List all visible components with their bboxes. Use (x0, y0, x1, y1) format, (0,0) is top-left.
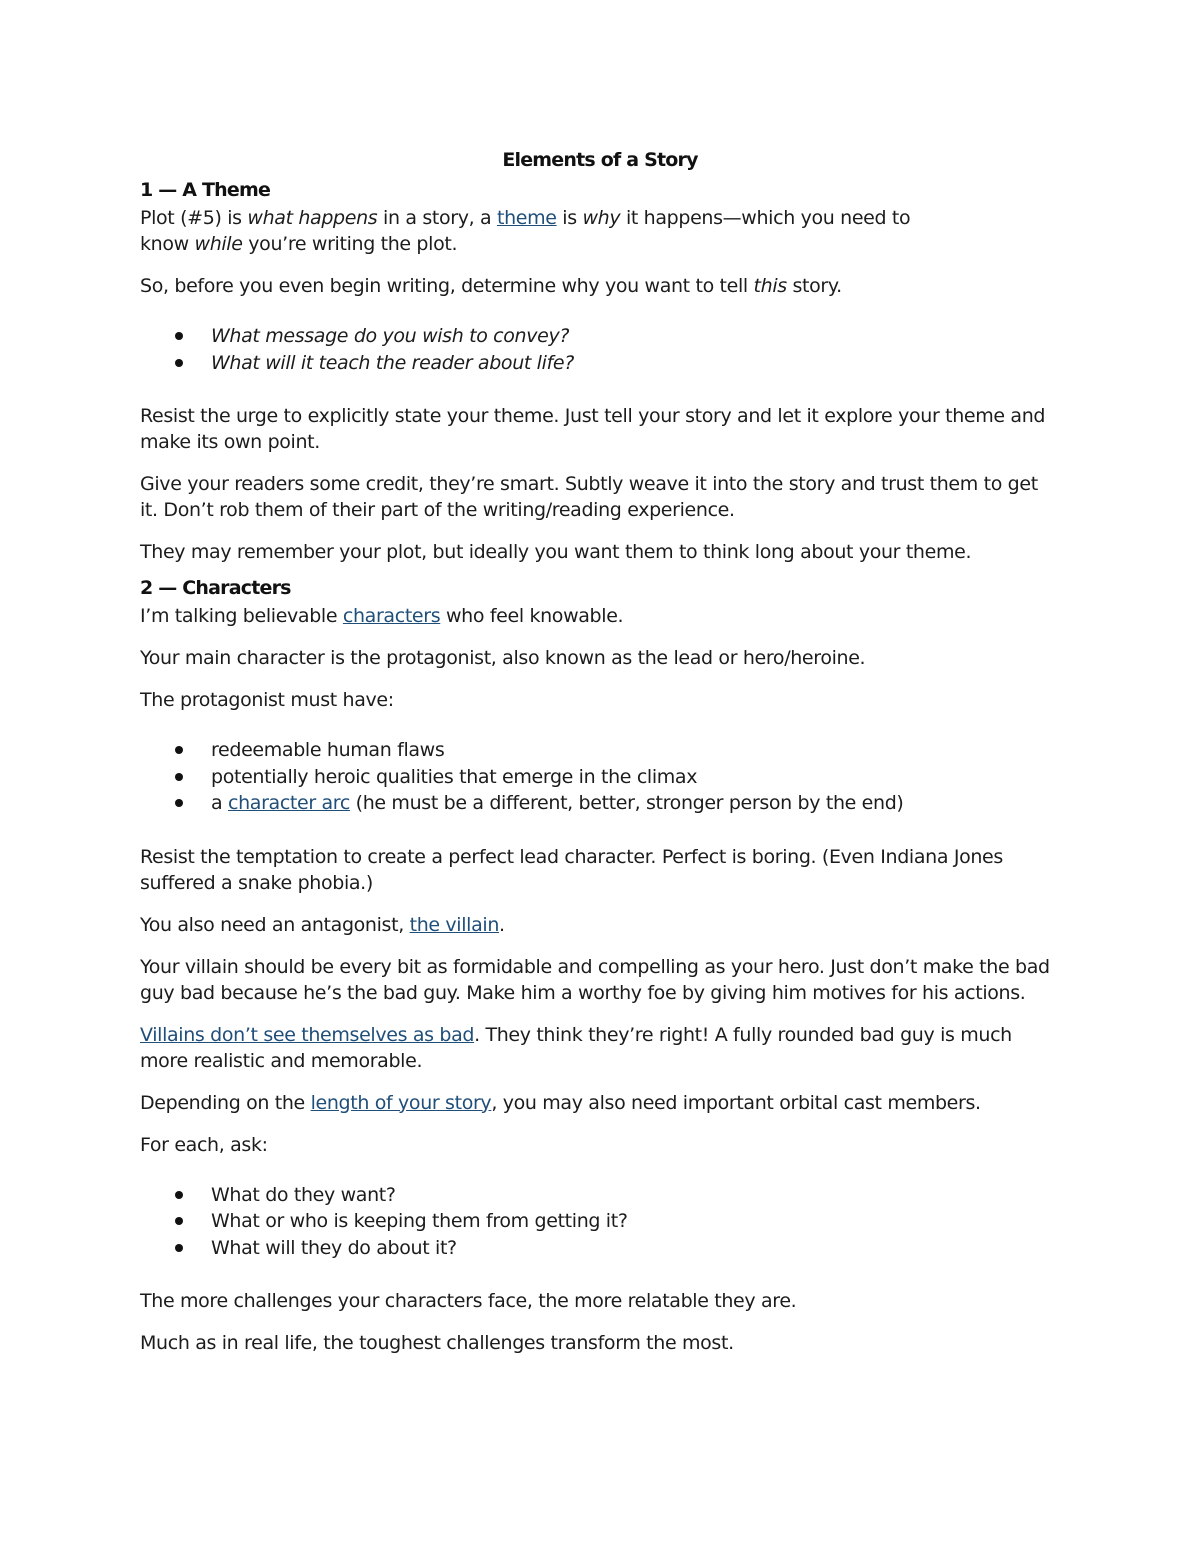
characters-link[interactable]: characters (342, 605, 441, 627)
document-title: Elements of a Story (502, 149, 698, 171)
villain-link[interactable]: the villain (409, 913, 500, 936)
paragraph: They may remember your plot, but ideally you want them to think long about your theme. (140, 541, 972, 563)
bullet-icon (175, 332, 183, 340)
bullet-list (140, 323, 1060, 376)
list-item: What message do you wish to convey? (140, 323, 1060, 350)
list-item: redeemable human flaws (140, 737, 1060, 764)
list-item: What will they do about it? (140, 1235, 1060, 1262)
paragraph: I’m talking believable characters who feel knowable. (140, 605, 624, 627)
paragraph: The protagonist must have: (140, 689, 394, 711)
bullet-icon (175, 1244, 183, 1252)
story-length-link[interactable]: length of your story (310, 1091, 492, 1114)
paragraph: You also need an antagonist, the villain. (140, 913, 505, 936)
bullet-icon (175, 1191, 183, 1199)
paragraph: Resist the temptation to create a perfect lead character. Perfect is boring. (Even Indiana Jones suffered a snake phobia.) (140, 845, 1003, 894)
theme-link[interactable]: theme (496, 207, 557, 229)
list-item: What or who is keeping them from getting it? (140, 1208, 1060, 1235)
section-heading-characters: 2 — Characters (140, 577, 291, 599)
paragraph: So, before you even begin writing, determine why you want to tell this story. (140, 275, 842, 297)
paragraph: Much as in real life, the toughest challenges transform the most. (140, 1332, 734, 1354)
list-item: potentially heroic qualities that emerge in the climax (140, 764, 1060, 791)
paragraph: Resist the urge to explicitly state your theme. Just tell your story and let it explore your theme and make its own point. (140, 405, 1046, 453)
document-page (140, 145, 1060, 1372)
paragraph: Plot (#5) is what happens in a story, a theme is why it happens—which you need to know while you’re writing the plot. (140, 207, 911, 255)
list-item: a character arc (he must be a different, better, stronger person by the end) (140, 790, 1060, 817)
bullet-icon (175, 746, 183, 754)
paragraph: Give your readers some credit, they’re smart. Subtly weave it into the story and trust them to get it. Don’t rob them of their part of the writing/reading experience. (140, 473, 1038, 521)
bullet-icon (175, 773, 183, 781)
list-item: What will it teach the reader about life? (140, 350, 1060, 377)
bullet-list (140, 737, 1060, 817)
character-arc-link[interactable]: character arc (227, 792, 350, 814)
paragraph: Your main character is the protagonist, also known as the lead or hero/heroine. (140, 647, 866, 669)
villains-bad-link[interactable]: Villains don’t see themselves as bad (140, 1023, 475, 1046)
paragraph: Villains don’t see themselves as bad. They think they’re right! A fully rounded bad guy is much more realistic and memorable. (140, 1023, 1012, 1072)
list-item: What do they want? (140, 1182, 1060, 1209)
paragraph: Depending on the length of your story, you may also need important orbital cast members. (140, 1091, 981, 1114)
bullet-list (140, 1182, 1060, 1262)
section-heading-theme: 1 — A Theme (140, 179, 271, 201)
bullet-icon (175, 799, 183, 807)
paragraph: The more challenges your characters face, the more relatable they are. (140, 1290, 797, 1312)
bullet-icon (175, 359, 183, 367)
paragraph: Your villain should be every bit as formidable and compelling as your hero. Just don’t make the bad guy bad because he’s the bad guy. Make him a worthy foe by giving him motives for his actions. (140, 955, 1050, 1004)
bullet-icon (175, 1217, 183, 1225)
paragraph: For each, ask: (140, 1133, 268, 1156)
